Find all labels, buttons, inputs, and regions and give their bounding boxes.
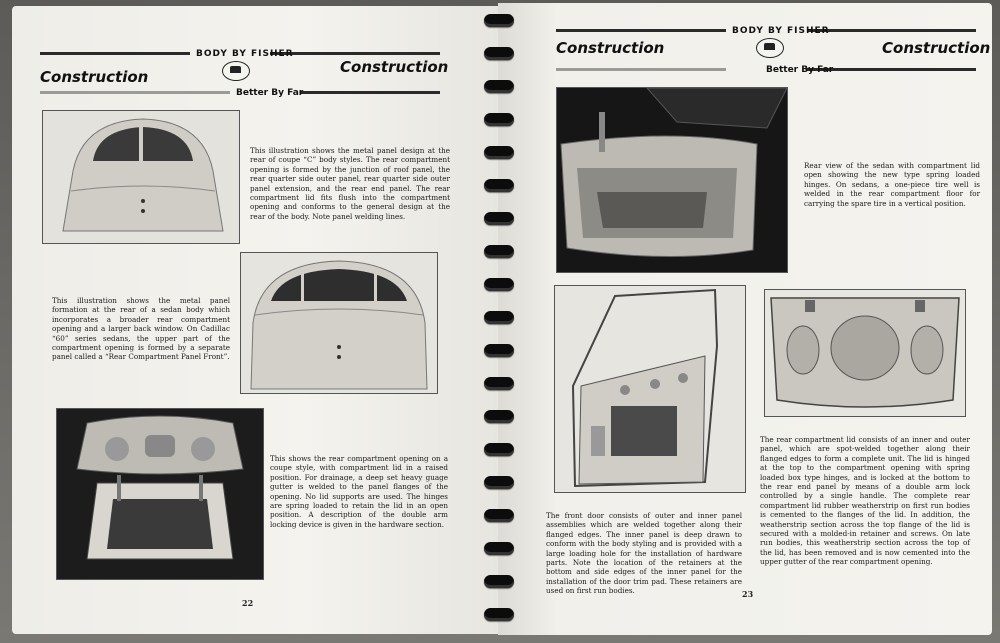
spiral-coil xyxy=(484,245,514,258)
photo-coupe-rear-panels xyxy=(42,110,240,244)
spiral-coil xyxy=(484,278,514,291)
spiral-coil xyxy=(484,377,514,390)
right-page xyxy=(498,3,992,635)
section-title-left: Construction xyxy=(556,39,665,57)
photo-sedan-compartment-open xyxy=(556,87,788,273)
spiral-coil xyxy=(484,212,514,225)
spiral-coil xyxy=(484,608,514,621)
right-page-header xyxy=(556,23,991,77)
fisher-coach-emblem-icon xyxy=(222,61,250,81)
photo-front-door-inner xyxy=(554,285,746,493)
caption-coupe-compartment: This shows the rear compartment opening on a coupe style, with compartment lid in a raised position. For drainage, a deep set heavy guage gutter is welded to the panel flanges of the opening. No lid supports are used. The hinges are spring loaded to retain the lid in an open position. A description of the double arm locking device is given in the hardware section. xyxy=(270,454,448,529)
spiral-coil xyxy=(484,179,514,192)
spiral-coil xyxy=(484,509,514,522)
section-title-right: Construction xyxy=(340,58,449,76)
spiral-coil xyxy=(484,410,514,423)
caption-front-door: The front door consists of outer and inner panel assemblies which are welded together along their flanged edges. The inner panel is deep drawn to conform with the body styling and is provided with a large loading hole for the installation of hardware parts. Note the location of the retainers at the bottom and side edges of the inner panel for the installation of the door trim pad. These retainers are used on first run bodies. xyxy=(546,511,742,596)
spiral-coil xyxy=(484,146,514,159)
spiral-coil xyxy=(484,476,514,489)
section-title-left: Construction xyxy=(40,68,149,86)
left-page xyxy=(12,6,502,634)
spiral-coil xyxy=(484,542,514,555)
spiral-coil xyxy=(484,80,514,93)
tagline-text: Better By Far xyxy=(766,65,834,75)
photo-sedan-rear-panels xyxy=(240,252,438,394)
caption-coupe-rear: This illustration shows the metal panel design at the rear of coupe “C” body styles. The rear compartment opening is formed by the junction of roof panel, the rear quarter side outer panel, rear quarter side outer panel extension, and the rear end panel. The rear compartment lid fits flush into the compartment opening and conforms to the general design at the rear of the body. Note panel welding lines. xyxy=(250,146,450,221)
section-title-right: Construction xyxy=(882,39,991,57)
caption-sedan-compartment: Rear view of the sedan with compartment lid open showing the new type spring loaded hinges. On sedans, a one-piece tire well is welded in the rear compartment floor for carrying the spare tire in a vertical position. xyxy=(804,161,980,208)
brand-text: BODY BY FISHER xyxy=(196,49,294,59)
caption-compartment-lid: The rear compartment lid consists of an inner and outer panel, which are spot-welded together along their flanged edges to form a complete unit. The lid is hinged at the top to the compartment opening with spring loaded box type hinges, and is locked at the bottom to the rear end panel by means of a double arm lock controlled by a single handle. The complete rear compartment lid rubber weatherstrip on first run bodies is cemented to the flanges of the lid. In addition, the weatherstrip section across the top flange of the lid is secured with a molded-in retainer and screws. On late run bodies, this weatherstrip section across the top of the lid, has been removed and is now cemented into the upper gutter of the rear compartment opening. xyxy=(760,435,970,567)
fisher-coach-emblem-icon xyxy=(756,38,784,58)
page-number-left: 22 xyxy=(242,598,254,608)
spiral-coil xyxy=(484,443,514,456)
photo-compartment-lid-inner xyxy=(764,289,966,417)
spiral-coil xyxy=(484,344,514,357)
spiral-coil xyxy=(484,113,514,126)
tagline-text: Better By Far xyxy=(236,88,304,98)
brand-text: BODY BY FISHER xyxy=(732,26,830,36)
page-number-right: 23 xyxy=(742,589,754,599)
spiral-coil xyxy=(484,14,514,27)
photo-coupe-compartment-open xyxy=(56,408,264,580)
left-page-header xyxy=(40,46,449,100)
spiral-coil xyxy=(484,575,514,588)
caption-sedan-rear: This illustration shows the metal panel formation at the rear of a sedan body which incorporates a broader rear compartment opening and a larger back window. On Cadillac “60” series sedans, the upper part of the compartment opening is formed by a separate panel called a “Rear Compartment Panel Front”. xyxy=(52,296,230,362)
spiral-coil xyxy=(484,311,514,324)
spiral-coil xyxy=(484,47,514,60)
